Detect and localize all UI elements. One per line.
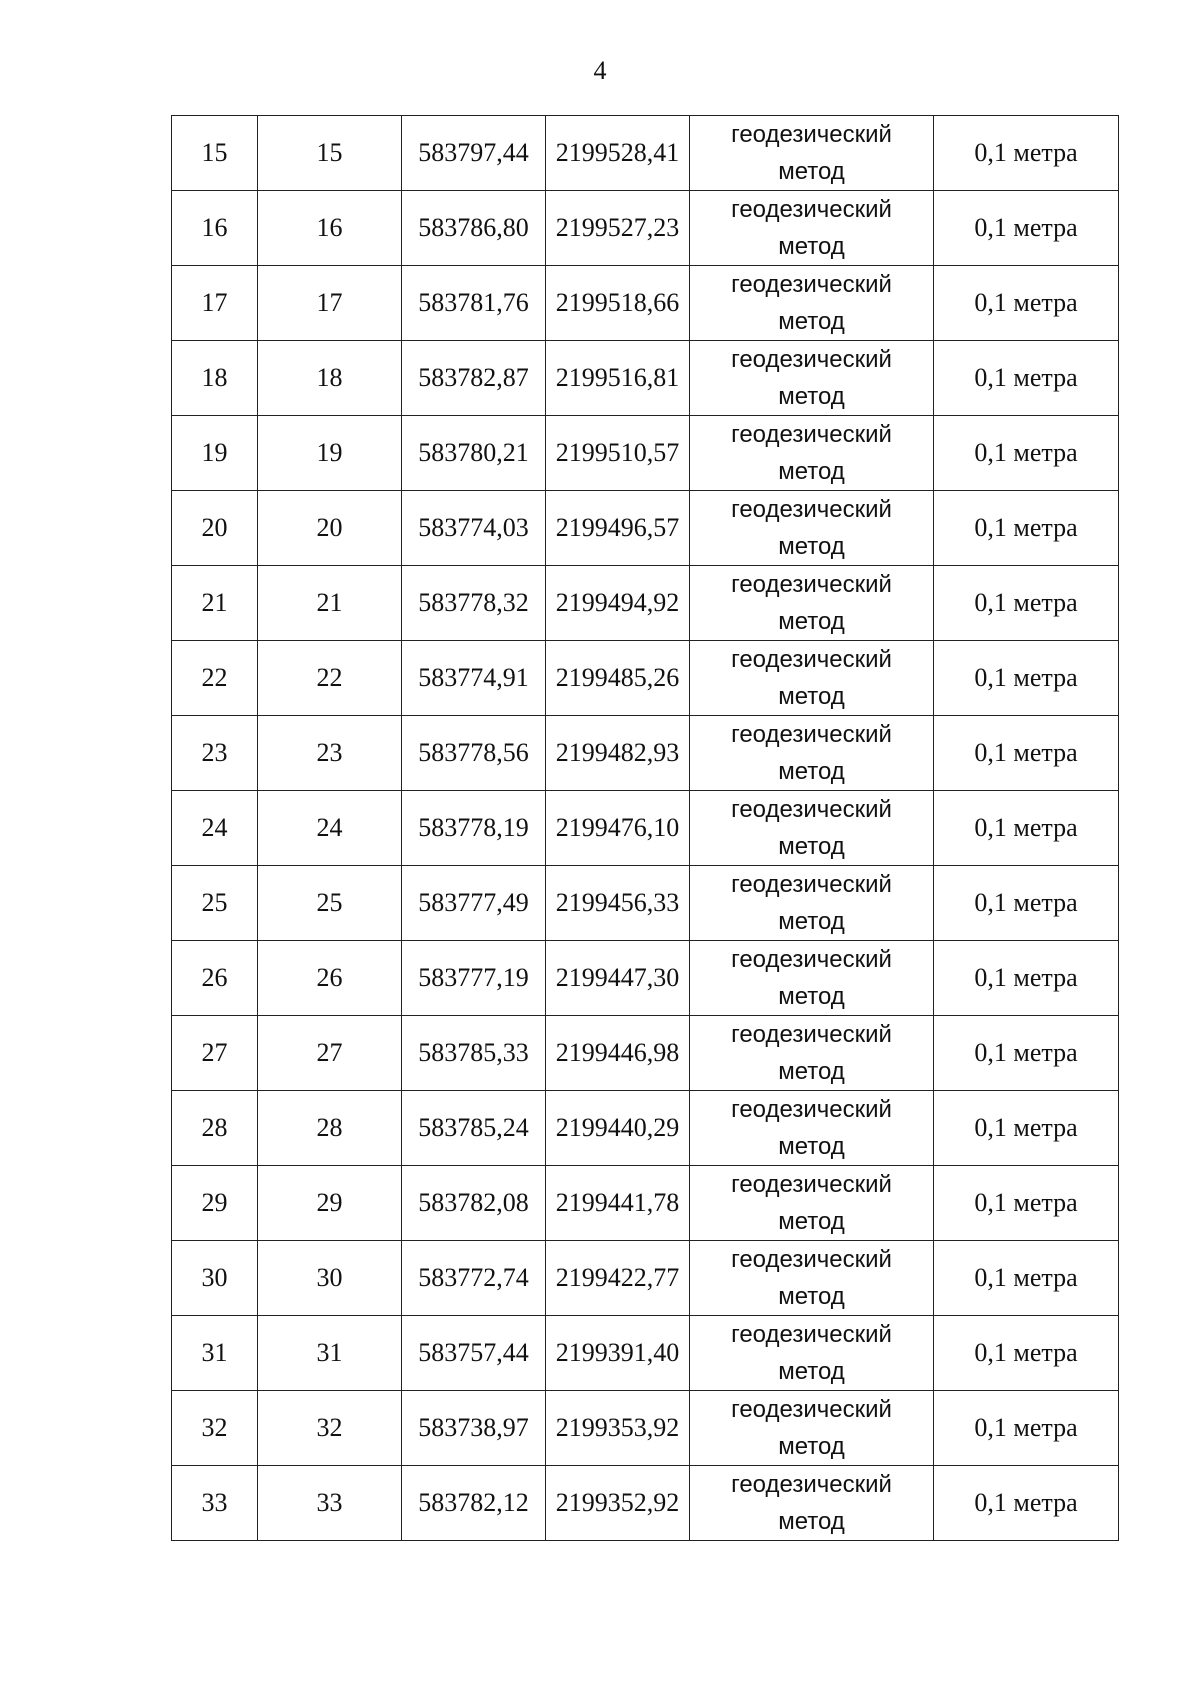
method-line-2: метод xyxy=(778,683,845,710)
method-line-2: метод xyxy=(778,158,845,185)
point-number-cell: 16 xyxy=(258,191,402,266)
coordinate-x-cell: 583777,19 xyxy=(402,941,546,1016)
point-number-cell: 17 xyxy=(258,266,402,341)
method-line-1: геодезический xyxy=(731,496,892,523)
table-row xyxy=(172,416,1119,491)
coordinate-x-cell: 583782,12 xyxy=(402,1466,546,1541)
point-number-cell: 33 xyxy=(258,1466,402,1541)
coordinate-y-cell: 2199476,10 xyxy=(546,791,690,866)
coordinate-x-cell: 583786,80 xyxy=(402,191,546,266)
accuracy-cell: 0,1 метра xyxy=(934,1091,1119,1166)
coordinate-x-cell: 583782,87 xyxy=(402,341,546,416)
coordinate-y-cell: 2199527,23 xyxy=(546,191,690,266)
table-row xyxy=(172,866,1119,941)
method-cell xyxy=(690,266,934,341)
coordinate-x-cell: 583781,76 xyxy=(402,266,546,341)
point-number-cell: 28 xyxy=(258,1091,402,1166)
accuracy-cell: 0,1 метра xyxy=(934,716,1119,791)
method-line-1: геодезический xyxy=(731,421,892,448)
coordinate-y-cell: 2199528,41 xyxy=(546,116,690,191)
table-row xyxy=(172,116,1119,191)
method-line-1: геодезический xyxy=(731,721,892,748)
accuracy-cell: 0,1 метра xyxy=(934,566,1119,641)
coordinate-x-cell: 583778,32 xyxy=(402,566,546,641)
point-number-cell: 24 xyxy=(258,791,402,866)
point-number-cell: 21 xyxy=(258,566,402,641)
table-row xyxy=(172,1166,1119,1241)
accuracy-cell: 0,1 метра xyxy=(934,491,1119,566)
coordinate-y-cell: 2199447,30 xyxy=(546,941,690,1016)
coordinate-y-cell: 2199391,40 xyxy=(546,1316,690,1391)
method-line-1: геодезический xyxy=(731,1021,892,1048)
method-line-2: метод xyxy=(778,383,845,410)
method-line-2: метод xyxy=(778,1283,845,1310)
method-cell xyxy=(690,1091,934,1166)
method-cell xyxy=(690,1391,934,1466)
table-row xyxy=(172,1391,1119,1466)
table-row xyxy=(172,191,1119,266)
method-line-1: геодезический xyxy=(731,271,892,298)
point-number-cell: 25 xyxy=(258,866,402,941)
accuracy-cell: 0,1 метра xyxy=(934,116,1119,191)
coordinate-x-cell: 583778,19 xyxy=(402,791,546,866)
point-number-cell: 32 xyxy=(258,1391,402,1466)
method-cell xyxy=(690,116,934,191)
method-cell xyxy=(690,791,934,866)
page-number: 4 xyxy=(593,56,607,85)
method-line-2: метод xyxy=(778,458,845,485)
accuracy-cell: 0,1 метра xyxy=(934,1466,1119,1541)
method-cell xyxy=(690,566,934,641)
point-number-cell: 25 xyxy=(172,866,258,941)
method-line-2: метод xyxy=(778,1508,845,1535)
point-number-cell: 30 xyxy=(258,1241,402,1316)
point-number-cell: 24 xyxy=(172,791,258,866)
table-row xyxy=(172,566,1119,641)
method-line-1: геодезический xyxy=(731,871,892,898)
point-number-cell: 33 xyxy=(172,1466,258,1541)
method-line-2: метод xyxy=(778,1358,845,1385)
point-number-cell: 18 xyxy=(172,341,258,416)
coordinate-x-cell: 583785,24 xyxy=(402,1091,546,1166)
coordinate-y-cell: 2199422,77 xyxy=(546,1241,690,1316)
point-number-cell: 15 xyxy=(172,116,258,191)
accuracy-cell: 0,1 метра xyxy=(934,1166,1119,1241)
accuracy-cell: 0,1 метра xyxy=(934,266,1119,341)
method-cell xyxy=(690,341,934,416)
method-cell xyxy=(690,716,934,791)
coordinate-y-cell: 2199510,57 xyxy=(546,416,690,491)
method-line-1: геодезический xyxy=(731,1096,892,1123)
table-row xyxy=(172,1466,1119,1541)
method-line-2: метод xyxy=(778,533,845,560)
method-cell xyxy=(690,941,934,1016)
point-number-cell: 26 xyxy=(258,941,402,1016)
method-line-2: метод xyxy=(778,908,845,935)
coordinate-y-cell: 2199456,33 xyxy=(546,866,690,941)
method-line-1: геодезический xyxy=(731,1321,892,1348)
coordinate-x-cell: 583772,74 xyxy=(402,1241,546,1316)
point-number-cell: 23 xyxy=(258,716,402,791)
point-number-cell: 17 xyxy=(172,266,258,341)
coordinate-y-cell: 2199446,98 xyxy=(546,1016,690,1091)
point-number-cell: 15 xyxy=(258,116,402,191)
method-line-1: геодезический xyxy=(731,1246,892,1273)
point-number-cell: 32 xyxy=(172,1391,258,1466)
method-line-1: геодезический xyxy=(731,1171,892,1198)
method-line-2: метод xyxy=(778,1058,845,1085)
accuracy-cell: 0,1 метра xyxy=(934,641,1119,716)
point-number-cell: 16 xyxy=(172,191,258,266)
point-number-cell: 27 xyxy=(258,1016,402,1091)
method-cell xyxy=(690,641,934,716)
point-number-cell: 31 xyxy=(258,1316,402,1391)
coordinate-y-cell: 2199352,92 xyxy=(546,1466,690,1541)
method-cell xyxy=(690,1241,934,1316)
coordinate-x-cell: 583757,44 xyxy=(402,1316,546,1391)
method-line-2: метод xyxy=(778,608,845,635)
coordinate-x-cell: 583782,08 xyxy=(402,1166,546,1241)
method-line-2: метод xyxy=(778,758,845,785)
point-number-cell: 19 xyxy=(258,416,402,491)
method-cell xyxy=(690,1466,934,1541)
coordinate-x-cell: 583797,44 xyxy=(402,116,546,191)
coordinate-y-cell: 2199516,81 xyxy=(546,341,690,416)
method-line-2: метод xyxy=(778,1433,845,1460)
accuracy-cell: 0,1 метра xyxy=(934,191,1119,266)
method-cell xyxy=(690,1316,934,1391)
coordinate-y-cell: 2199518,66 xyxy=(546,266,690,341)
accuracy-cell: 0,1 метра xyxy=(934,341,1119,416)
table-row xyxy=(172,266,1119,341)
coordinate-y-cell: 2199482,93 xyxy=(546,716,690,791)
coordinate-y-cell: 2199485,26 xyxy=(546,641,690,716)
point-number-cell: 26 xyxy=(172,941,258,1016)
coordinate-y-cell: 2199494,92 xyxy=(546,566,690,641)
method-line-1: геодезический xyxy=(731,571,892,598)
table-row xyxy=(172,1316,1119,1391)
point-number-cell: 29 xyxy=(172,1166,258,1241)
coordinate-y-cell: 2199440,29 xyxy=(546,1091,690,1166)
method-cell xyxy=(690,416,934,491)
method-line-1: геодезический xyxy=(731,1471,892,1498)
point-number-cell: 22 xyxy=(258,641,402,716)
point-number-cell: 20 xyxy=(258,491,402,566)
table-body xyxy=(172,116,1119,1541)
point-number-cell: 23 xyxy=(172,716,258,791)
accuracy-cell: 0,1 метра xyxy=(934,1016,1119,1091)
table-row xyxy=(172,941,1119,1016)
coordinate-x-cell: 583777,49 xyxy=(402,866,546,941)
coordinate-y-cell: 2199441,78 xyxy=(546,1166,690,1241)
table-row xyxy=(172,641,1119,716)
method-line-1: геодезический xyxy=(731,196,892,223)
method-line-1: геодезический xyxy=(731,646,892,673)
point-number-cell: 30 xyxy=(172,1241,258,1316)
point-number-cell: 21 xyxy=(172,566,258,641)
coordinate-y-cell: 2199496,57 xyxy=(546,491,690,566)
coordinate-x-cell: 583738,97 xyxy=(402,1391,546,1466)
point-number-cell: 27 xyxy=(172,1016,258,1091)
accuracy-cell: 0,1 метра xyxy=(934,1391,1119,1466)
table-row xyxy=(172,716,1119,791)
point-number-cell: 29 xyxy=(258,1166,402,1241)
method-cell xyxy=(690,1166,934,1241)
point-number-cell: 31 xyxy=(172,1316,258,1391)
table-row xyxy=(172,1091,1119,1166)
point-number-cell: 20 xyxy=(172,491,258,566)
accuracy-cell: 0,1 метра xyxy=(934,416,1119,491)
method-line-2: метод xyxy=(778,1133,845,1160)
method-line-1: геодезический xyxy=(731,796,892,823)
coordinates-table xyxy=(171,115,1119,1541)
point-number-cell: 18 xyxy=(258,341,402,416)
method-line-1: геодезический xyxy=(731,1396,892,1423)
table-row xyxy=(172,1241,1119,1316)
method-line-1: геодезический xyxy=(731,946,892,973)
method-cell xyxy=(690,1016,934,1091)
table-row xyxy=(172,341,1119,416)
method-cell xyxy=(690,866,934,941)
point-number-cell: 22 xyxy=(172,641,258,716)
table-row xyxy=(172,491,1119,566)
method-line-1: геодезический xyxy=(731,121,892,148)
method-line-2: метод xyxy=(778,833,845,860)
accuracy-cell: 0,1 метра xyxy=(934,1241,1119,1316)
coordinate-y-cell: 2199353,92 xyxy=(546,1391,690,1466)
coordinate-x-cell: 583774,03 xyxy=(402,491,546,566)
table-row xyxy=(172,791,1119,866)
accuracy-cell: 0,1 метра xyxy=(934,1316,1119,1391)
point-number-cell: 28 xyxy=(172,1091,258,1166)
method-line-2: метод xyxy=(778,308,845,335)
table-row xyxy=(172,1016,1119,1091)
method-cell xyxy=(690,491,934,566)
coordinate-x-cell: 583780,21 xyxy=(402,416,546,491)
method-cell xyxy=(690,191,934,266)
accuracy-cell: 0,1 метра xyxy=(934,791,1119,866)
coordinate-x-cell: 583774,91 xyxy=(402,641,546,716)
method-line-2: метод xyxy=(778,983,845,1010)
point-number-cell: 19 xyxy=(172,416,258,491)
coordinate-x-cell: 583778,56 xyxy=(402,716,546,791)
method-line-1: геодезический xyxy=(731,346,892,373)
method-line-2: метод xyxy=(778,1208,845,1235)
accuracy-cell: 0,1 метра xyxy=(934,866,1119,941)
method-line-2: метод xyxy=(778,233,845,260)
accuracy-cell: 0,1 метра xyxy=(934,941,1119,1016)
coordinate-x-cell: 583785,33 xyxy=(402,1016,546,1091)
